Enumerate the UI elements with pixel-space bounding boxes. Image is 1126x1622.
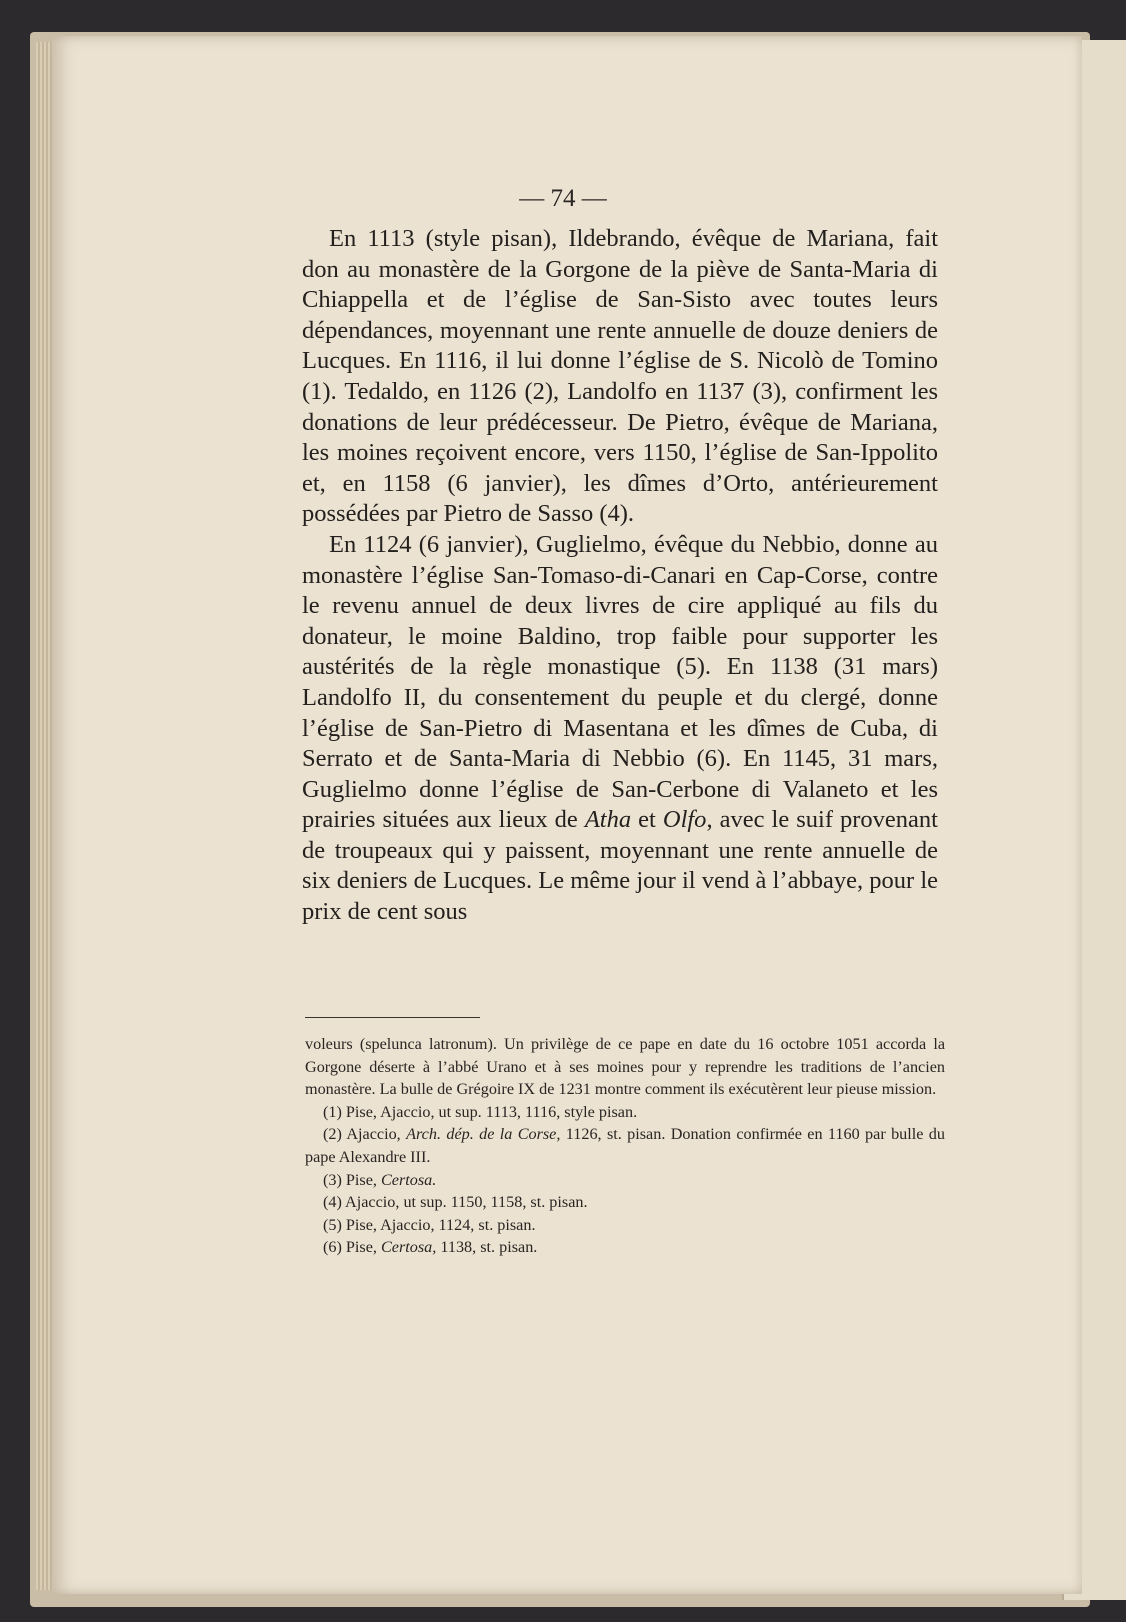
footnote-text: 1138, st. pisan. [436, 1238, 538, 1257]
paragraph-2-text: , avec le suif provenant de troupeaux qui y paissent, moyennant une rente annuelle de six deniers de Lucques. Le même jour il vend à l’abbaye, pour le prix de cent sous [302, 806, 938, 926]
footnote-text: (4) Ajaccio, ut sup. 1150, 1158, st. pisan. [323, 1193, 588, 1212]
page-number: — 74 — [519, 185, 607, 212]
footnote-continuation: voleurs (spelunca latronum). Un privilège de ce pape en date du 16 octobre 1051 accorda la Gorgone déserte à l’abbé Urano et à ses moines pour y reprendre les traditions de l’ancien monastère. La bulle de Grégoire IX de 1231 montre comment ils exécutèrent leur pieuse mission. [305, 1035, 945, 1099]
paragraph-2-text: et [631, 806, 663, 834]
footnote-text: (2) Ajaccio, [323, 1125, 407, 1144]
footnote-citation-title: Arch. dép. de la Corse, [406, 1125, 561, 1144]
place-name-olfo: Olfo [662, 806, 707, 834]
footnote-citation-title: Certosa. [381, 1170, 437, 1189]
paragraph-2-text: En 1124 (6 janvier), Guglielmo, évêque du Nebbio, donne au monastère l’église San-Tomaso-di-Canari en Cap-Corse, contre le revenu annuel de deux livres de cire appliqué au fils du donateur, le moine Baldino, trop faible pour supporter les austérités de la règle monastique (5). En 1138 (31 mars) Landolfo II, du consentement du peuple et du clergé, donne l’église de San-Pietro di Masentana et les dîmes de Cuba, di Serrato et de Santa-Maria di Nebbio (6). En 1145, 31 mars, Guglielmo donne l’église de San-Cerbone di Valaneto et les prairies situées aux lieux de [302, 530, 938, 834]
footnote-text: (3) Pise, [323, 1170, 381, 1189]
footnote-text: (5) Pise, Ajaccio, 1124, st. pisan. [323, 1215, 536, 1234]
footnote-text: (6) Pise, [323, 1238, 381, 1257]
footnote-3 [305, 1169, 945, 1192]
main-text [302, 224, 938, 928]
footnote-4 [305, 1191, 945, 1214]
footnote-5 [305, 1214, 945, 1237]
footnote-1 [305, 1101, 945, 1124]
footnotes [305, 1033, 945, 1259]
paragraph-1 [302, 224, 938, 530]
paragraph-1-text: En 1113 (style pisan), Ildebrando, évêque de Mariana, fait don au monastère de la Gorgone de la piève de Santa-Maria di Chiappella et de l’église de San-Sisto avec toutes leurs dépendances, moyennant une rente annuelle de douze deniers de Lucques. En 1116, il lui donne l’église de S. Nicolò de Tomino (1). Tedaldo, en 1126 (2), Landolfo en 1137 (3), confirment les donations de leur prédécesseur. De Pietro, évêque de Mariana, les moines reçoivent encore, vers 1150, l’église de San-Ippolito et, en 1158 (6 janvier), les dîmes d’Orto, antérieurement possédées par Pietro de Sasso (4). [302, 225, 938, 528]
paragraph-2 [302, 530, 938, 928]
footnote-2 [305, 1123, 945, 1168]
footnote-divider [305, 1017, 480, 1018]
footnote-text: 1126, st. pisan. Donation confirmée en 1160 par bulle du pape Alexandre III. [305, 1125, 945, 1166]
footnote-citation-title: Certosa, [381, 1238, 437, 1257]
footnote-6 [305, 1236, 945, 1259]
place-name-atha: Atha [584, 806, 632, 834]
footnote-text: (1) Pise, Ajaccio, ut sup. 1113, 1116, style pisan. [323, 1102, 638, 1121]
